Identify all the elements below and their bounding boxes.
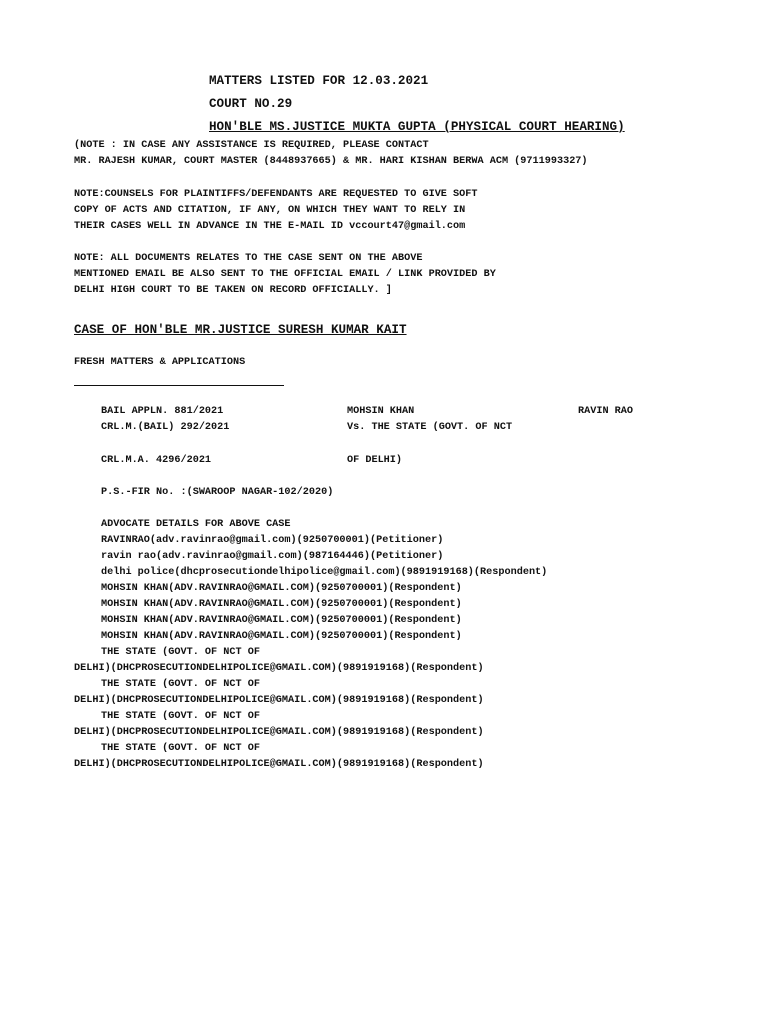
fir-details: P.S.-FIR No. :(SWAROOP NAGAR-102/2020) (101, 487, 334, 498)
note-soft-copy-line: NOTE:COUNSELS FOR PLAINTIFFS/DEFENDANTS ARE REQUESTED TO GIVE SOFT (74, 189, 478, 200)
advocate-line: DELHI)(DHCPROSECUTIONDELHIPOLICE@GMAIL.COM)(9891919168)(Respondent) (74, 695, 484, 706)
section-title: FRESH MATTERS & APPLICATIONS (74, 357, 246, 368)
note-documents-line: MENTIONED EMAIL BE ALSO SENT TO THE OFFICIAL EMAIL / LINK PROVIDED BY (74, 269, 496, 280)
party-name: Vs. THE STATE (GOVT. OF NCT (347, 422, 513, 433)
advocate-line: DELHI)(DHCPROSECUTIONDELHIPOLICE@GMAIL.COM)(9891919168)(Respondent) (74, 663, 484, 674)
advocate-line: delhi police(dhcprosecutiondelhipolice@gmail.com)(9891919168)(Respondent) (101, 567, 548, 578)
note-documents-line: NOTE: ALL DOCUMENTS RELATES TO THE CASE SENT ON THE ABOVE (74, 253, 423, 264)
advocate-line: DELHI)(DHCPROSECUTIONDELHIPOLICE@GMAIL.COM)(9891919168)(Respondent) (74, 759, 484, 770)
note-soft-copy-line: THEIR CASES WELL IN ADVANCE IN THE E-MAIL ID vccourt47@gmail.com (74, 221, 466, 232)
advocate-line: DELHI)(DHCPROSECUTIONDELHIPOLICE@GMAIL.COM)(9891919168)(Respondent) (74, 727, 484, 738)
advocate-line: THE STATE (GOVT. OF NCT OF (101, 679, 260, 690)
advocate-line: MOHSIN KHAN(ADV.RAVINRAO@GMAIL.COM)(9250700001)(Respondent) (101, 583, 462, 594)
advocate-line: MOHSIN KHAN(ADV.RAVINRAO@GMAIL.COM)(9250700001)(Respondent) (101, 599, 462, 610)
note-documents-line: DELHI HIGH COURT TO BE TAKEN ON RECORD OFFICIALLY. ] (74, 285, 392, 296)
advocate-line: THE STATE (GOVT. OF NCT OF (101, 711, 260, 722)
section-separator (74, 385, 284, 386)
counsel-name: RAVIN RAO (578, 406, 634, 417)
party-name: MOHSIN KHAN (347, 406, 415, 417)
advocate-line: MOHSIN KHAN(ADV.RAVINRAO@GMAIL.COM)(9250700001)(Respondent) (101, 615, 462, 626)
case-number: CRL.M.(BAIL) 292/2021 (101, 422, 230, 433)
case-number: CRL.M.A. 4296/2021 (101, 455, 212, 466)
note-assistance-line: (NOTE : IN CASE ANY ASSISTANCE IS REQUIRED, PLEASE CONTACT (74, 140, 429, 151)
case-number: BAIL APPLN. 881/2021 (101, 406, 224, 417)
court-number: COURT NO.29 (209, 97, 293, 111)
note-soft-copy-line: COPY OF ACTS AND CITATION, IF ANY, ON WHICH THEY WANT TO RELY IN (74, 205, 466, 216)
advocate-heading: ADVOCATE DETAILS FOR ABOVE CASE (101, 519, 291, 530)
note-assistance-line: MR. RAJESH KUMAR, COURT MASTER (8448937665) & MR. HARI KISHAN BERWA ACM (9711993327) (74, 156, 588, 167)
advocate-line: RAVINRAO(adv.ravinrao@gmail.com)(9250700001)(Petitioner) (101, 535, 444, 546)
advocate-line: THE STATE (GOVT. OF NCT OF (101, 647, 260, 658)
advocate-line: ravin rao(adv.ravinrao@gmail.com)(987164446)(Petitioner) (101, 551, 444, 562)
bench-title: HON'BLE MS.JUSTICE MUKTA GUPTA (PHYSICAL COURT HEARING) (209, 120, 625, 134)
party-name: OF DELHI) (347, 455, 403, 466)
case-title: CASE OF HON'BLE MR.JUSTICE SURESH KUMAR KAIT (74, 323, 407, 337)
advocate-line: THE STATE (GOVT. OF NCT OF (101, 743, 260, 754)
listing-date: MATTERS LISTED FOR 12.03.2021 (209, 74, 429, 88)
advocate-line: MOHSIN KHAN(ADV.RAVINRAO@GMAIL.COM)(9250700001)(Respondent) (101, 631, 462, 642)
